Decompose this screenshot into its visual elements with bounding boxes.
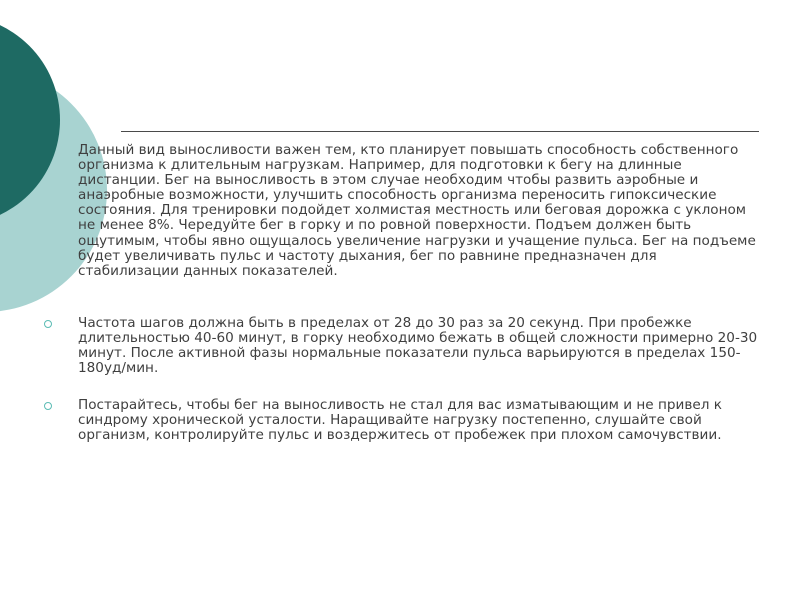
bullet-circle-icon: [44, 320, 52, 328]
paragraph-step-frequency: Частота шагов должна быть в пределах от 28 до 30 раз за 20 секунд. При пробежке длительностью 40-60 минут, в горку необходимо бежать в общей сложности примерно 20-30 минут. После активной фазы нормальные показатели пульса варьируются в пределах 150-180уд/мин.: [78, 315, 758, 377]
bullet-circle-icon: [44, 402, 52, 410]
paragraph-advice: Постарайтесь, чтобы бег на выносливость не стал для вас изматывающим и не привел к синдрому хронической усталости. Наращивайте нагрузку постепенно, слушайте свой организм, контролируйте пульс и воздержитесь от пробежек при плохом самочувствии.: [78, 397, 722, 444]
paragraph-intro: Данный вид выносливости важен тем, кто планирует повышать способность собственного организма к длительным нагрузкам. Например, для подготовки к бегу на длинные дистанции. Бег на выносливость в этом случае необходим чтобы развить аэробные и анаэробные возможности, улучшить способность организма переносить гипоксические состояния. Для тренировки подойдет холмистая местность или беговая дорожка с уклоном не менее 8%. Чередуйте бег в горку и по ровной поверхности. Подъем должен быть ощутимым, чтобы явно ощущалось увеличение нагрузки и учащение пульса. Бег на подъеме будет увеличивать пульс и частоту дыхания, бег по равнине предназначен для стабилизации данных показателей.: [78, 142, 756, 279]
title-divider: [121, 131, 759, 132]
